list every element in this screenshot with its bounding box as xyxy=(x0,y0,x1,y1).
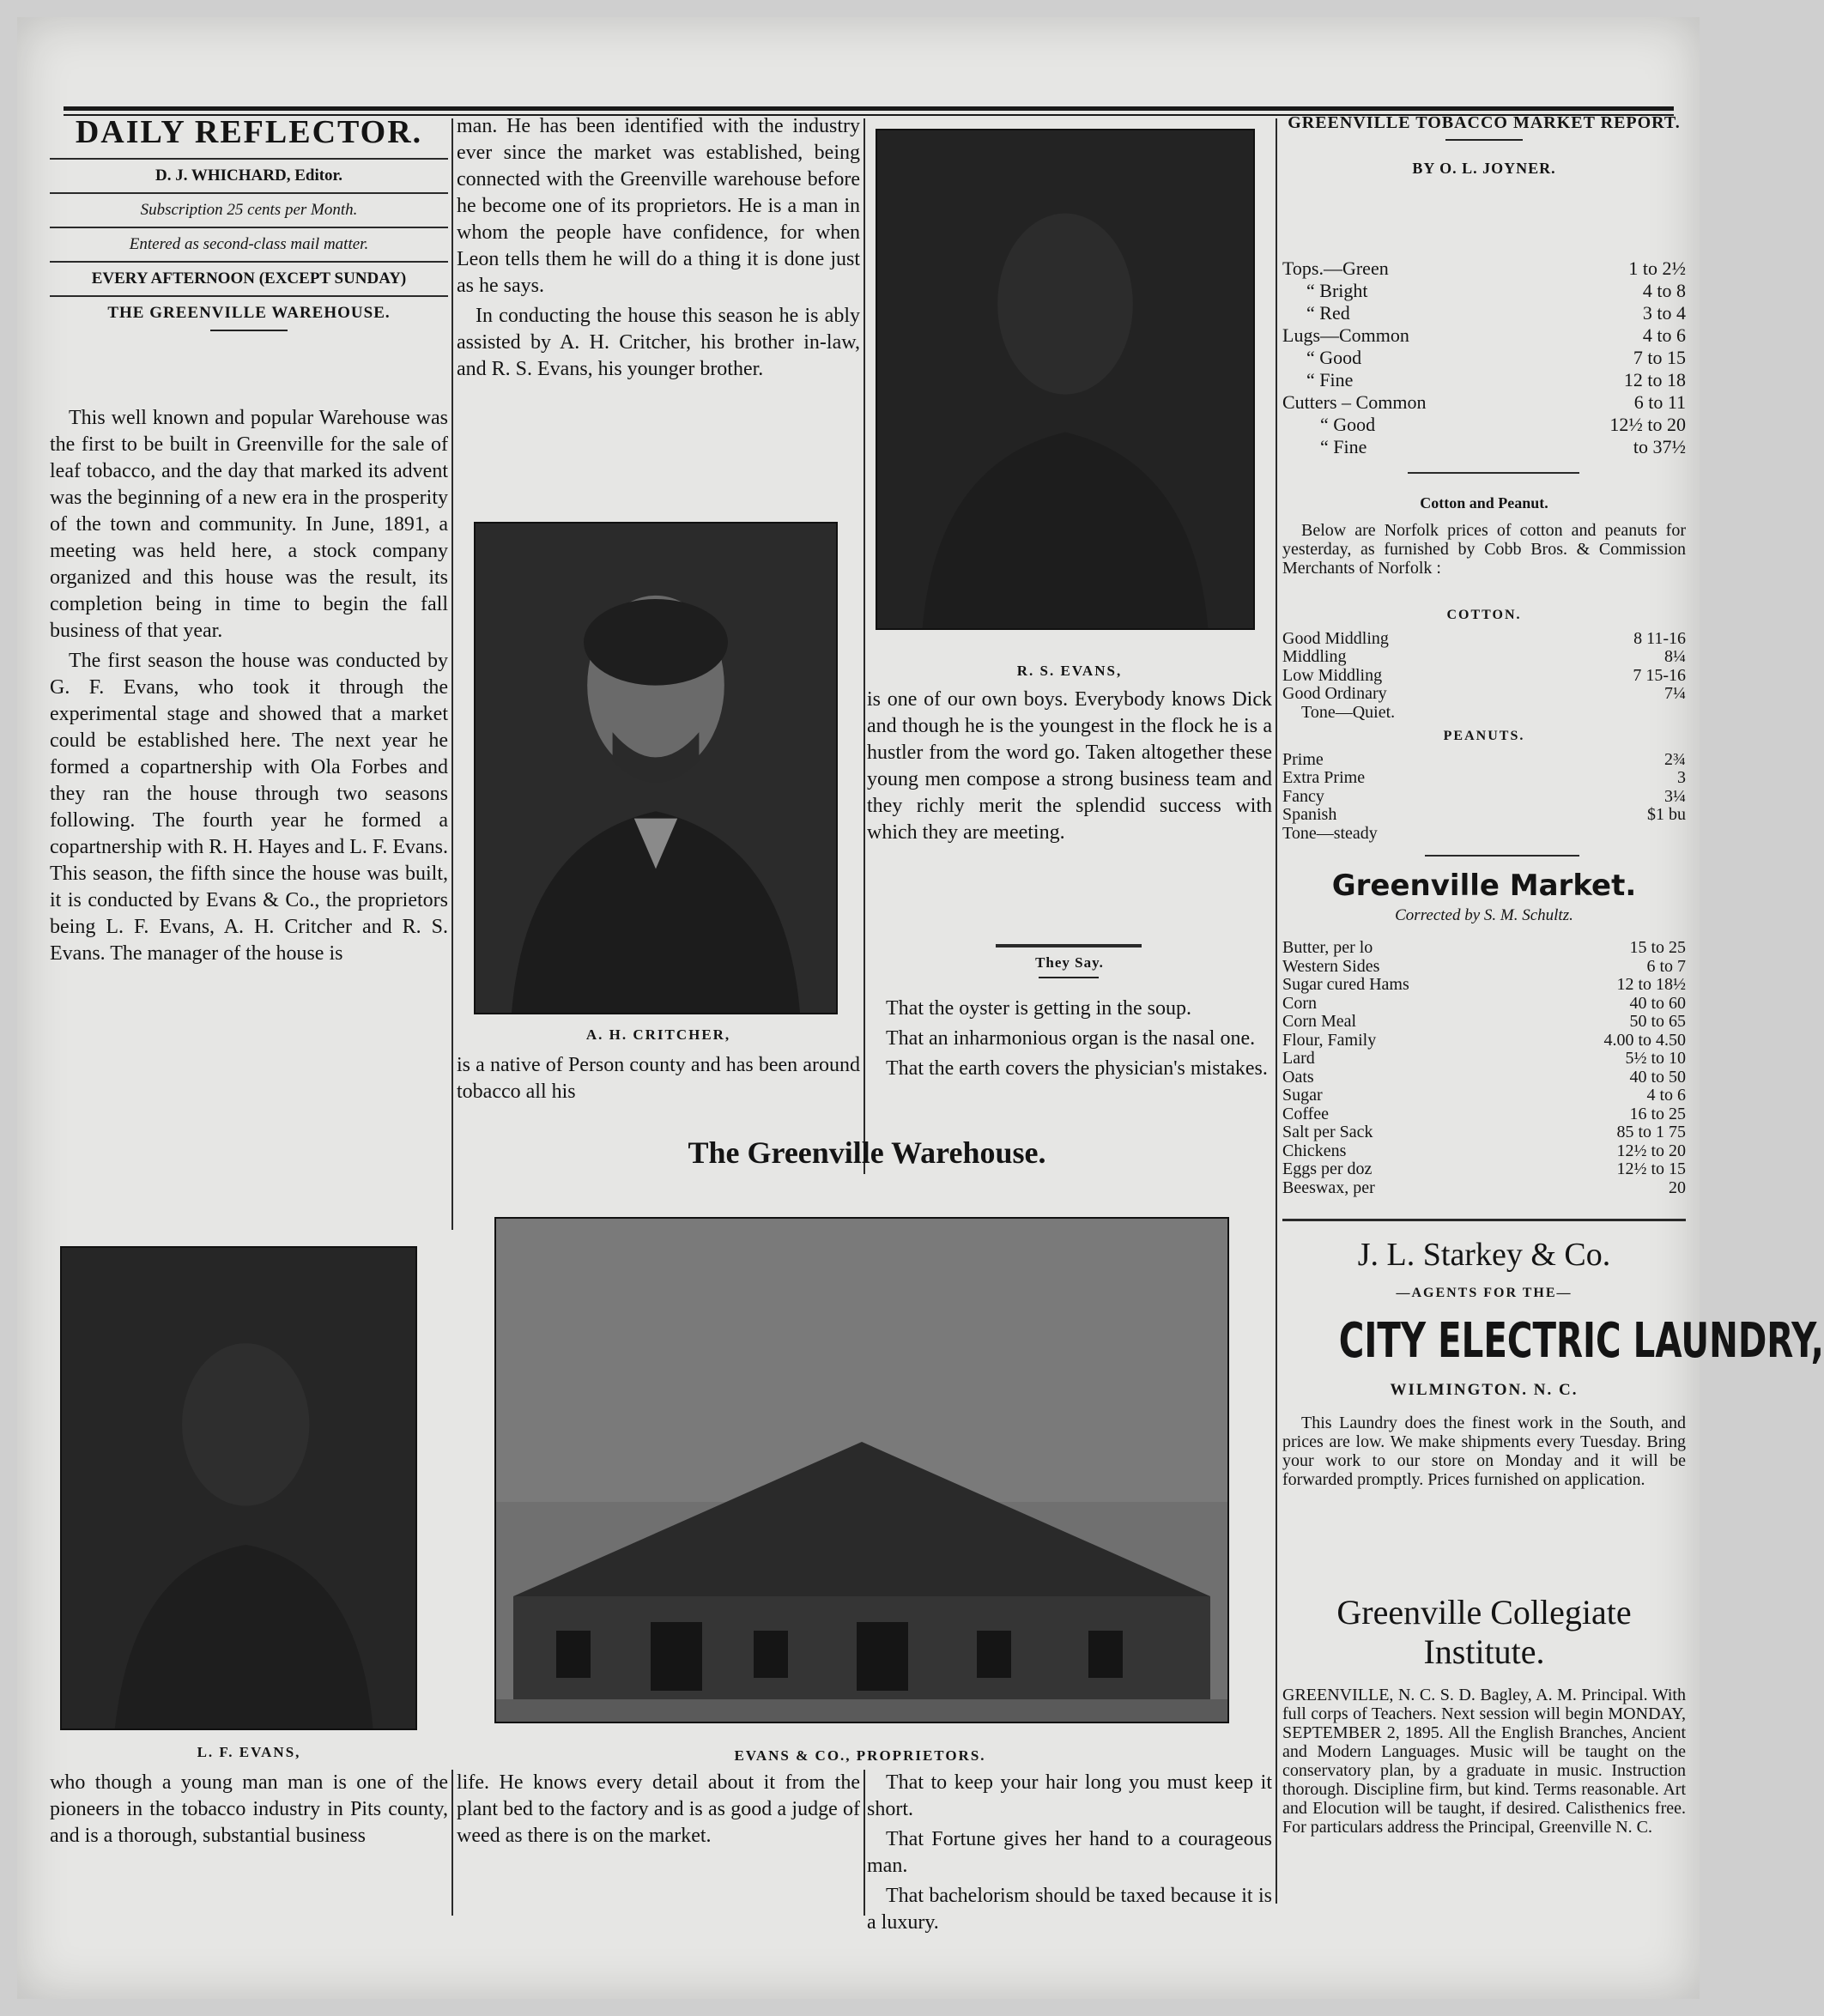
warehouse-photo-caption: EVANS & CO., PROPRIETORS. xyxy=(734,1747,986,1764)
price-row: “ Fine to 37½ xyxy=(1320,436,1686,457)
top-rule xyxy=(64,106,1674,111)
article-paragraph: The first season the house was conducted by G. F. Evans, who took it through the experimental stage and showed that a market could be established here. The next year he formed a copartnership with Ola Forbes and they ran the house through two seasons following. The fourth year he formed a copartnership with R. H. Hayes and L. F. Evans. This season, the fifth since the house was built, it is conducted by Evans & Co., the proprietors being L. F. Evans, A. H. Critcher and R. S. Evans. The manager of the house is xyxy=(50,650,448,965)
price-row: Middling 8¼ xyxy=(1282,647,1686,666)
article-paragraph: is one of our own boys. Everybody knows Dick and though he is the youngest in the flock he is a hustler from the word go. Taken altogether these young men compose a strong business team and they richly merit the splendid success with which they are meeting. xyxy=(867,688,1272,844)
article-paragraph: This well known and popular Warehouse was the first to be built in Greenville for the sale of leaf tobacco, and the day that marked its advent was the beginning of a new era in the prosperity of the town and community. In June, 1891, a meeting was held here, a stock company organized and this house was the result, its completion being in time to begin the fall business of that year. xyxy=(50,407,448,642)
cotton-heading: COTTON. xyxy=(1446,608,1522,622)
they-say-item: That to keep your hair long you must keep it short. xyxy=(867,1771,1272,1820)
column-divider xyxy=(451,118,453,1230)
article-paragraph: who though a young man man is one of the pioneers in the tobacco industry in Pits county, and is a thorough, substantial business xyxy=(50,1771,448,1847)
peanut-tone: Tone—steady xyxy=(1282,823,1378,843)
masthead-schedule: EVERY AFTERNOON (EXCEPT SUNDAY) xyxy=(91,269,407,288)
masthead-title: DAILY REFLECTOR. xyxy=(75,114,423,150)
they-say-item: That bachelorism should be taxed because it is a luxury. xyxy=(867,1885,1272,1934)
price-row: Chickens 12½ to 20 xyxy=(1282,1141,1686,1160)
portrait-lf-evans xyxy=(60,1246,417,1730)
price-row: Coffee 16 to 25 xyxy=(1282,1104,1686,1123)
column-divider xyxy=(1276,118,1277,1904)
greenville-market-table xyxy=(1282,939,1686,1202)
article-paragraph: man. He has been identified with the industry ever since the market was established, being connected with the Greenville warehouse before he become one of its proprietors. He is a man in whom the people have confidence, for when Leon tells them he will do a thing it is done just as he says. xyxy=(457,115,860,297)
collegiate-advertisement xyxy=(1282,1593,1686,1919)
collegiate-description: GREENVILLE, N. C. S. D. Bagley, A. M. Principal. With full corps of Teachers. Next session will begin MONDAY, SEPTEMBER 2, 1895. All the English Branches, Ancient and Modern Languages. Music will be taught on the conservatory plan, by a graduate in music. Instruction thorough. Discipline firm, but kind. Terms reasonable. Art and Elocution will be taught, if desired. Calisthenics free. For particulars address the Principal, Greenville N. C. xyxy=(1282,1686,1686,1837)
greenville-market-byline: Corrected by S. M. Schultz. xyxy=(1395,906,1573,924)
they-say-list-top xyxy=(867,996,1272,1150)
tobacco-report-header xyxy=(1282,113,1686,225)
price-row: Sugar cured Hams 12 to 18½ xyxy=(1282,975,1686,994)
laundry-city: WILMINGTON. N. C. xyxy=(1390,1381,1579,1399)
they-say-heading: They Say. xyxy=(1035,954,1104,971)
article-col1-text xyxy=(50,405,448,1229)
cotton-tone: Tone—Quiet. xyxy=(1301,702,1396,722)
price-row: Sugar 4 to 6 xyxy=(1282,1086,1686,1105)
rs-evans-text xyxy=(867,687,1272,935)
cotton-peanut-table xyxy=(1282,606,1686,843)
price-row: “ Red 3 to 4 xyxy=(1306,302,1686,324)
price-row: Salt per Sack 85 to 1 75 xyxy=(1282,1123,1686,1141)
price-row: Corn 40 to 60 xyxy=(1282,993,1686,1013)
they-say-item: That Fortune gives her hand to a courageous man. xyxy=(867,1828,1272,1877)
cotton-peanut-header xyxy=(1282,494,1686,599)
collegiate-title-line1: Greenville Collegiate xyxy=(1336,1593,1632,1632)
section-rule xyxy=(996,944,1142,947)
caption-ah-critcher: A. H. CRITCHER, xyxy=(585,1026,731,1043)
price-row: Tops.—Green 1 to 2½ xyxy=(1282,257,1686,279)
price-row: Oats 40 to 50 xyxy=(1282,1067,1686,1087)
price-row: Eggs per doz 12½ to 15 xyxy=(1282,1159,1686,1178)
price-row: Good Middling 8 11-16 xyxy=(1282,628,1686,648)
cotton-peanut-intro: Below are Norfolk prices of cotton and peanuts for yesterday, as furnished by Cobb Bros. & Commission Merchants of Norfolk : xyxy=(1282,521,1686,578)
column-divider xyxy=(864,118,865,1174)
price-row: Fancy 3¼ xyxy=(1282,786,1686,806)
price-row: “ Good 7 to 15 xyxy=(1306,347,1686,368)
laundry-description: This Laundry does the finest work in the South, and prices are low. We make shipments every Tuesday. Bring your work to our store on Monday and it will be forwarded promptly. Prices furnished on application. xyxy=(1282,1414,1686,1489)
laundry-name: CITY ELECTRIC LAUNDRY, xyxy=(1338,1313,1824,1369)
article-paragraph: In conducting the house this season he is ably assisted by A. H. Critcher, his brother in-law, and R. S. Evans, his younger brother. xyxy=(457,305,860,380)
greenville-market-heading: Greenville Market. xyxy=(1331,869,1637,903)
peanuts-heading: PEANUTS. xyxy=(1443,729,1525,743)
price-row: Spanish $1 bu xyxy=(1282,805,1686,824)
price-row: Western Sides 6 to 7 xyxy=(1282,956,1686,976)
cotton-peanut-heading: Cotton and Peanut. xyxy=(1420,494,1548,512)
tobacco-report-heading: GREENVILLE TOBACCO MARKET REPORT. xyxy=(1288,113,1681,132)
column-divider xyxy=(451,1770,453,1916)
price-row: “ Bright 4 to 8 xyxy=(1306,280,1686,301)
portrait-rs-evans xyxy=(876,129,1255,630)
article-paragraph: is a native of Person county and has been around tobacco all his xyxy=(457,1054,860,1103)
they-say-list-bottom xyxy=(867,1770,1272,1934)
article-col2-text xyxy=(457,113,860,517)
price-row: Beeswax, per 20 xyxy=(1282,1178,1686,1197)
portrait-ah-critcher xyxy=(474,522,838,1014)
greenville-market-header xyxy=(1282,869,1686,934)
starkey-agents: —AGENTS FOR THE— xyxy=(1396,1286,1573,1300)
price-row: Low Middling 7 15-16 xyxy=(1282,665,1686,685)
price-row: “ Fine 12 to 18 xyxy=(1306,369,1686,390)
tobacco-price-table xyxy=(1282,257,1686,465)
price-row: Prime 2¾ xyxy=(1282,749,1686,769)
caption-lf-evans: L. F. EVANS, xyxy=(197,1744,301,1760)
masthead-subscription: Subscription 25 cents per Month. xyxy=(140,201,358,219)
newspaper-page xyxy=(17,17,1824,1999)
caption-rs-evans: R. S. EVANS, xyxy=(1016,663,1123,679)
tobacco-report-byline: BY O. L. JOYNER. xyxy=(1412,160,1556,177)
critcher-text xyxy=(457,1052,860,1112)
they-say-item: That the oyster is getting in the soup. xyxy=(886,997,1191,1020)
price-row: Cutters – Common 6 to 11 xyxy=(1282,391,1686,413)
collegiate-title-line2: Institute. xyxy=(1423,1632,1545,1671)
lf-evans-text xyxy=(50,1770,448,1924)
starkey-firm-name: J. L. Starkey & Co. xyxy=(1357,1237,1611,1273)
price-row: Extra Prime 3 xyxy=(1282,768,1686,787)
masthead xyxy=(50,113,448,371)
life-text xyxy=(457,1770,860,1924)
column-divider xyxy=(864,1770,865,1916)
warehouse-photo xyxy=(494,1217,1229,1723)
price-row: Corn Meal 50 to 65 xyxy=(1282,1012,1686,1031)
price-row: Flour, Family 4.00 to 4.50 xyxy=(1282,1030,1686,1050)
price-row: Lugs—Common 4 to 6 xyxy=(1282,324,1686,346)
price-row: Lard 5½ to 10 xyxy=(1282,1049,1686,1068)
masthead-editor: D. J. WHICHARD, Editor. xyxy=(155,166,342,185)
article-paragraph: life. He knows every detail about it from the plant bed to the factory and is as good a judge of weed as there is on the market. xyxy=(457,1771,860,1847)
price-row: “ Good 12½ to 20 xyxy=(1320,414,1686,435)
they-say-item: That the earth covers the physician's mistakes. xyxy=(886,1057,1268,1080)
they-say-item: That an inharmonious organ is the nasal one. xyxy=(886,1027,1256,1050)
masthead-entered: Entered as second-class mail matter. xyxy=(129,235,369,253)
price-row: Good Ordinary 7¼ xyxy=(1282,684,1686,703)
article-heading: THE GREENVILLE WAREHOUSE. xyxy=(107,304,391,322)
warehouse-photo-heading: The Greenville Warehouse. xyxy=(688,1135,1046,1170)
price-row: Butter, per lo 15 to 25 xyxy=(1282,938,1686,957)
